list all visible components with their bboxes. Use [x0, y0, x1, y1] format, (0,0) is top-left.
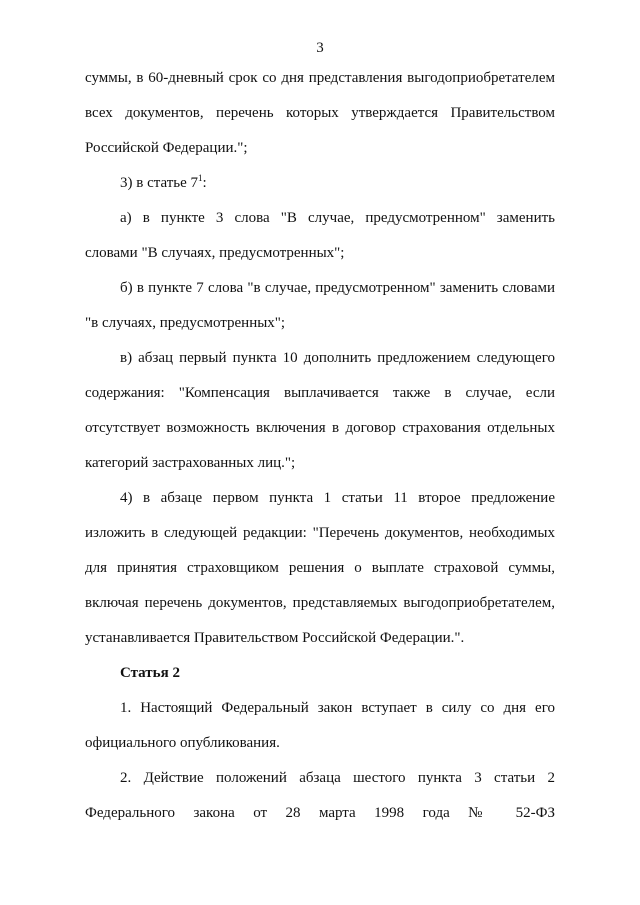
page-number: 3 [316, 40, 324, 56]
text-line-17: устанавливается Правительством Российской Федерации.". [85, 630, 465, 646]
text-line-22: Федерального закона от 28 марта 1998 года № 52-ФЗ [85, 805, 555, 821]
text-line-3: Российской Федерации."; [85, 140, 248, 156]
article-7-1-heading [120, 173, 555, 193]
text-line-10: содержания: "Компенсация выплачивается также в случае, если [85, 385, 555, 401]
text-line-8: "в случаях, предусмотренных"; [85, 315, 286, 331]
text-line-6: словами "В случаях, предусмотренных"; [85, 245, 345, 261]
text-line-7: б) в пункте 7 слова "в случае, предусмотренном" заменить словами [120, 280, 555, 296]
text-line-5: а) в пункте 3 слова "В случае, предусмотренном" заменить [120, 210, 555, 226]
text-line-9: в) абзац первый пункта 10 дополнить предложением следующего [120, 350, 555, 366]
article-2-heading: Статья 2 [120, 665, 180, 681]
text-line-11: отсутствует возможность включения в договор страхования отдельных [85, 420, 555, 436]
text-line-20: официального опубликования. [85, 735, 280, 751]
text-line-21: 2. Действие положений абзаца шестого пункта 3 статьи 2 [120, 770, 555, 786]
text-line-1: суммы, в 60-дневный срок со дня представления выгодоприобретателем [85, 70, 555, 86]
text-line-15: для принятия страховщиком решения о выплате страховой суммы, [85, 560, 555, 576]
text-line-12: категорий застрахованных лиц."; [85, 455, 296, 471]
text-line-13: 4) в абзаце первом пункта 1 статьи 11 второе предложение [120, 490, 555, 506]
heading-colon: : [202, 175, 207, 191]
text-line-2: всех документов, перечень которых утверждается Правительством [85, 105, 555, 121]
article-7-1-text: 3) в статье 7 [120, 175, 199, 191]
superscript-index: 1 [198, 173, 203, 183]
text-line-19: 1. Настоящий Федеральный закон вступает в силу со дня его [120, 700, 555, 716]
text-line-16: включая перечень документов, представляемых выгодоприобретателем, [85, 595, 555, 611]
text-line-14: изложить в следующей редакции: "Перечень документов, необходимых [85, 525, 555, 541]
